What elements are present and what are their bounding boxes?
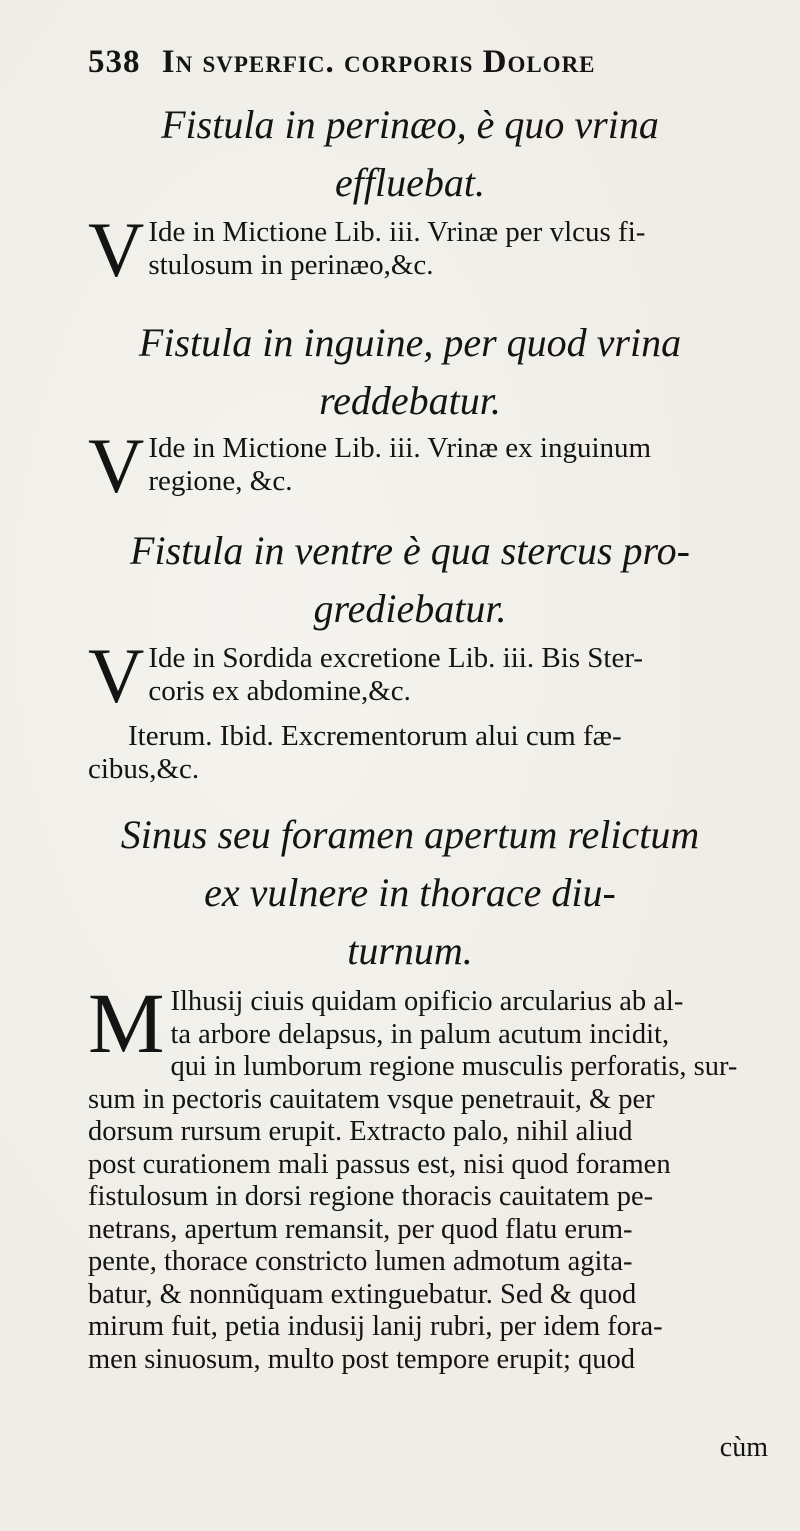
title-line: ex vulnere in thorace diu- xyxy=(204,870,616,915)
text-line: Iterum. Ibid. Excrementorum alui cum fæ- xyxy=(128,720,622,752)
running-header xyxy=(88,44,768,81)
section-title-4 xyxy=(60,806,760,980)
section-text-2 xyxy=(88,422,768,509)
page-number: 538 xyxy=(88,44,141,80)
section-text-1 xyxy=(88,206,768,293)
text-line: netrans, apertum remansit, per quod flatu erum- xyxy=(88,1213,633,1245)
text-line: Ide in Mictione Lib. iii. Vrinæ per vlcus fi- xyxy=(148,216,646,248)
text-line: sum in pectoris cauitatem vsque penetrauit, & per xyxy=(88,1083,655,1115)
running-title: In svperfic. corporis Dolore xyxy=(161,44,596,80)
title-line: Fistula in ventre è qua stercus pro- xyxy=(130,528,690,573)
section-title-3 xyxy=(60,522,760,638)
text-line: ta arbore delapsus, in palum acutum incidit, xyxy=(170,1018,670,1050)
title-line: Fistula in perinæo, è quo vrina xyxy=(161,102,659,147)
title-line: Fistula in inguine, per quod vrina xyxy=(138,320,682,365)
text-line: dorsum rursum erupit. Extracto palo, nihil aliud xyxy=(88,1116,633,1147)
catchword: cùm xyxy=(719,1432,768,1463)
text-line: regione, &c. xyxy=(148,465,293,497)
title-line: effluebat. xyxy=(335,160,485,205)
text-line: pente, thorace constricto lumen admotum agita- xyxy=(88,1246,633,1277)
text-line: Ilhusij ciuis quidam opificio arcularius ab al- xyxy=(170,986,684,1017)
drop-cap: V xyxy=(88,422,145,509)
drop-cap: M xyxy=(88,975,165,1071)
section-text-4 xyxy=(88,975,768,1376)
title-line: grediebatur. xyxy=(313,586,507,631)
text-line: post curationem mali passus est, nisi quod foramen xyxy=(88,1148,671,1180)
text-line: Ide in Sordida excretione Lib. iii. Bis Ster- xyxy=(148,642,644,674)
text-line: qui in lumborum regione musculis perforatis, sur- xyxy=(170,1051,738,1082)
text-line: fistulosum in dorsi regione thoracis cauitatem pe- xyxy=(88,1181,654,1212)
title-line: turnum. xyxy=(347,928,473,973)
title-line: Sinus seu foramen apertum relictum xyxy=(120,812,700,857)
text-line: batur, & nonnũquam extinguebatur. Sed & quod xyxy=(88,1278,637,1310)
section-note-3 xyxy=(88,720,768,786)
drop-cap: V xyxy=(88,206,145,293)
drop-cap: V xyxy=(88,632,145,719)
title-line: reddebatur. xyxy=(319,378,501,423)
text-line: stulosum in perinæo,&c. xyxy=(148,249,434,281)
section-title-2 xyxy=(60,314,760,430)
section-text-3 xyxy=(88,632,768,719)
text-line: coris ex abdomine,&c. xyxy=(148,675,411,707)
text-line: men sinuosum, multo post tempore erupit; quod xyxy=(88,1343,635,1375)
text-line: mirum fuit, petia indusij lanij rubri, per idem fora- xyxy=(88,1311,663,1342)
text-line: cibus,&c. xyxy=(88,753,200,785)
text-line: Ide in Mictione Lib. iii. Vrinæ ex inguinum xyxy=(148,432,652,464)
section-title-1 xyxy=(60,96,760,212)
